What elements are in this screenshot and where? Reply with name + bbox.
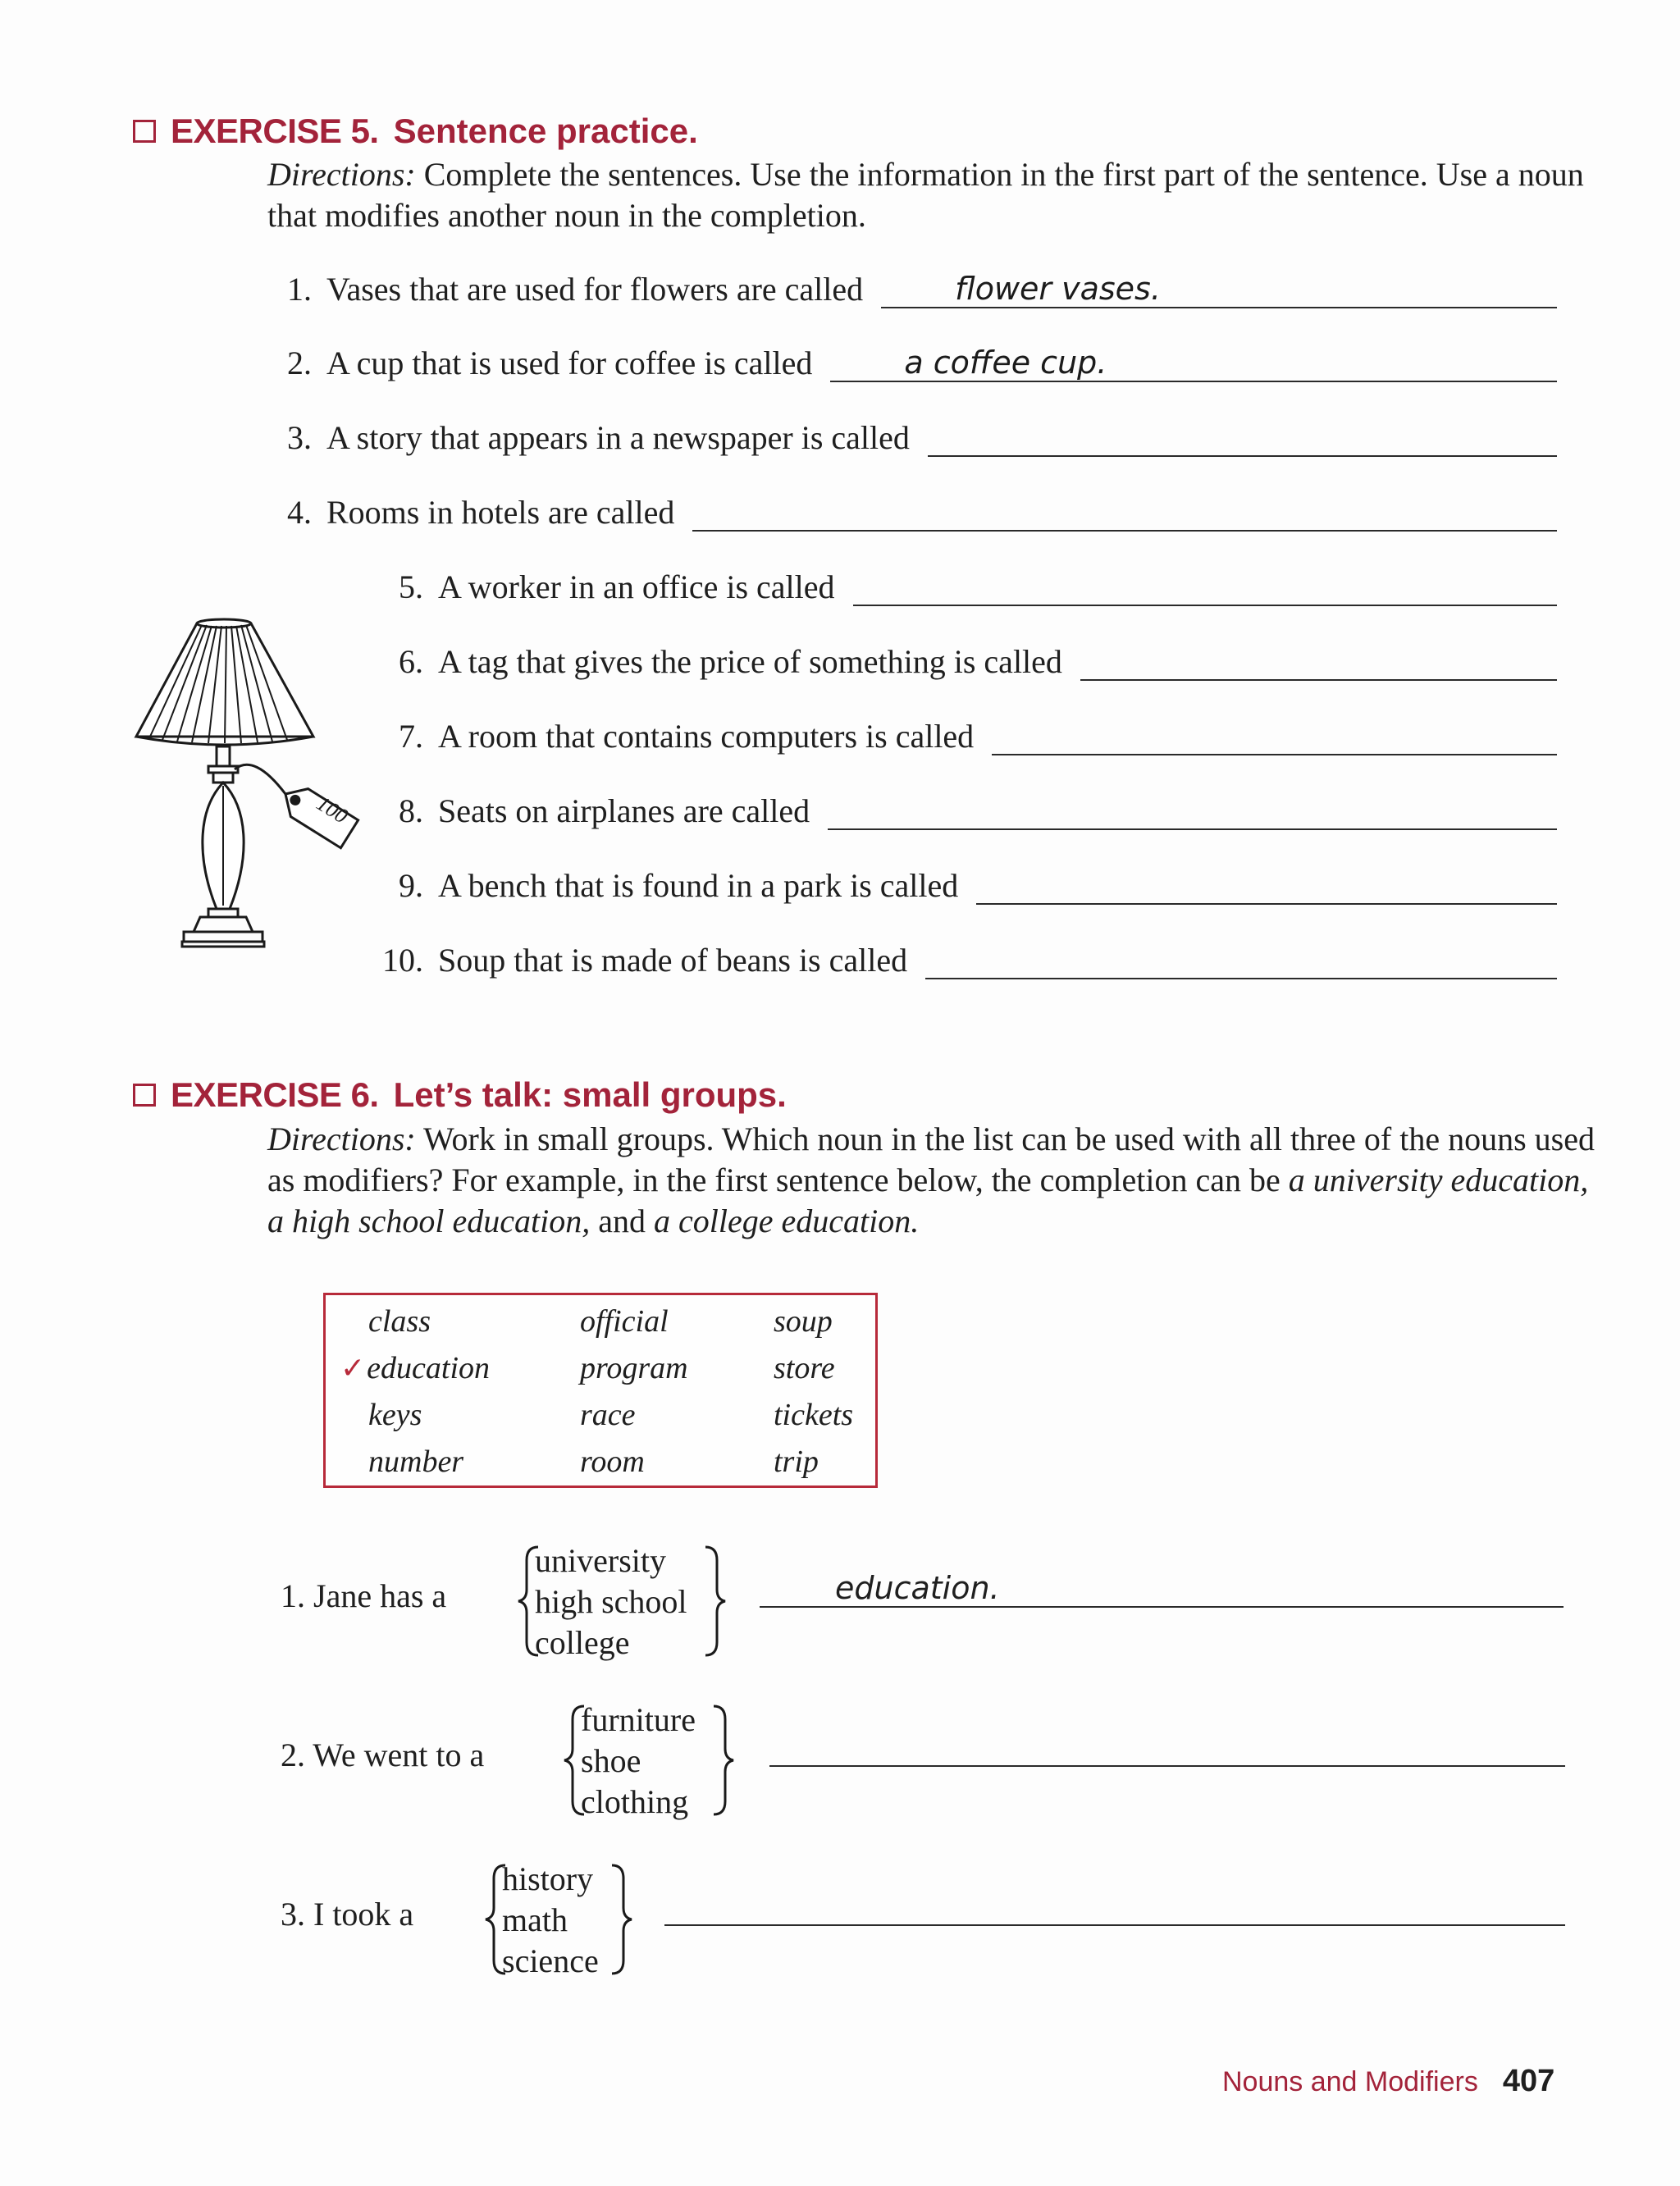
item-number: 9.	[399, 867, 423, 904]
exercise-5-item	[376, 706, 1557, 755]
modifier-option: college	[535, 1624, 630, 1661]
directions-text: Complete the sentences. Use the information in the first part of the sentence. Use a noun that modifies another noun in the completion.	[267, 156, 1584, 234]
word-list-item: program	[580, 1351, 688, 1385]
item-number: 4.	[287, 494, 312, 531]
page-footer	[1222, 2064, 1554, 2099]
exercise-5-item	[264, 482, 1557, 532]
word-list-item-checked	[340, 1350, 490, 1386]
exercise-5-label: EXERCISE 5.	[171, 112, 379, 150]
word-list-item: soup	[774, 1304, 833, 1339]
item-text: Soup that is made of beans is called	[438, 942, 908, 979]
item-number: 3.	[287, 419, 312, 456]
exercise-6-label: EXERCISE 6.	[171, 1075, 379, 1114]
item-number: 2.	[287, 345, 312, 381]
modifier-option: math	[502, 1901, 568, 1938]
exercise-6-heading	[133, 1070, 787, 1120]
footer-section-title: Nouns and Modifiers	[1222, 2066, 1478, 2097]
modifier-options	[581, 1700, 696, 1823]
example-3: a college education.	[654, 1203, 920, 1239]
item-text: Seats on airplanes are called	[438, 792, 810, 829]
word-list-item: keys	[368, 1398, 422, 1432]
answer-blank[interactable]	[760, 1568, 1564, 1608]
exercise-6-directions	[267, 1119, 1613, 1242]
example-1: a university education,	[1288, 1161, 1589, 1198]
item-text: A bench that is found in a park is called	[438, 867, 959, 904]
page-number: 407	[1502, 2064, 1555, 2098]
word-list-item: tickets	[774, 1398, 854, 1432]
exercise-5-item	[264, 259, 1557, 308]
item-number: 2.	[281, 1736, 305, 1773]
answer-text: a coffee cup.	[904, 345, 1107, 381]
right-brace	[607, 1862, 637, 1977]
directions-label: Directions:	[267, 156, 416, 193]
right-brace	[709, 1703, 738, 1818]
item-number: 10.	[382, 942, 423, 979]
item-text: A story that appears in a newspaper is called	[326, 419, 910, 456]
item-text: I took a	[313, 1896, 414, 1933]
answer-blank[interactable]	[769, 1727, 1565, 1767]
item-text: A cup that is used for coffee is called	[326, 345, 813, 381]
checkmark-icon: ✓	[340, 1352, 366, 1385]
item-number: 8.	[399, 792, 423, 829]
answer-blank[interactable]	[881, 271, 1557, 308]
answer-blank[interactable]	[853, 568, 1557, 606]
exercise-6-item-2-text	[281, 1736, 484, 1774]
item-number: 1.	[281, 1577, 305, 1614]
item-number: 7.	[399, 718, 423, 755]
answer-blank[interactable]	[830, 345, 1557, 382]
exercise-5-item	[376, 632, 1557, 681]
item-text: A tag that gives the price of something is called	[438, 643, 1062, 680]
item-text: A room that contains computers is called	[438, 718, 975, 755]
directions-label: Directions:	[267, 1120, 416, 1157]
item-text: A worker in an office is called	[438, 568, 835, 605]
item-text: Rooms in hotels are called	[326, 494, 675, 531]
price-tag-text: 100	[312, 791, 353, 828]
lamp-illustration	[131, 614, 369, 974]
exercise-5-item	[376, 781, 1557, 830]
exercise-5-item	[264, 408, 1557, 457]
exercise-5-item	[376, 557, 1557, 606]
word-list-item: class	[368, 1304, 431, 1339]
word-list-item: room	[580, 1444, 645, 1479]
modifier-option: university	[535, 1542, 666, 1579]
modifier-option: high school	[535, 1583, 687, 1620]
item-number: 3.	[281, 1896, 305, 1933]
modifier-option: science	[502, 1942, 599, 1979]
exercise-5-title: Sentence practice.	[393, 112, 698, 150]
word-list-item: official	[580, 1304, 669, 1339]
answer-blank[interactable]	[992, 718, 1557, 755]
modifier-options	[502, 1859, 599, 1982]
item-number: 6.	[399, 643, 423, 680]
and-word: and	[598, 1203, 646, 1239]
answer-blank[interactable]	[692, 494, 1557, 532]
checkbox-icon[interactable]	[133, 120, 156, 143]
exercise-5-directions	[267, 154, 1596, 236]
exercise-5-item	[376, 856, 1557, 905]
word-list-item-text: education	[367, 1351, 491, 1385]
exercise-6-item-1-text	[281, 1577, 446, 1615]
word-list-box	[323, 1293, 878, 1488]
exercise-5-heading	[133, 107, 698, 156]
item-text: Vases that are used for flowers are called	[326, 271, 864, 308]
answer-blank[interactable]	[928, 419, 1557, 457]
exercise-6-title: Let’s talk: small groups.	[393, 1075, 787, 1114]
exercise-5-item	[376, 930, 1557, 979]
answer-blank[interactable]	[1080, 643, 1557, 681]
word-list-item: trip	[774, 1444, 819, 1479]
item-number: 5.	[399, 568, 423, 605]
answer-blank[interactable]	[664, 1887, 1565, 1926]
word-list-item: race	[580, 1398, 636, 1432]
right-brace	[701, 1544, 730, 1659]
item-text: Jane has a	[313, 1577, 447, 1614]
modifier-options	[535, 1540, 687, 1663]
word-list-item: number	[368, 1444, 464, 1479]
checkbox-icon[interactable]	[133, 1084, 156, 1107]
answer-text: flower vases.	[955, 271, 1161, 307]
answer-text: education.	[835, 1570, 1000, 1606]
word-list-item: store	[774, 1351, 835, 1385]
exercise-6-item-3-text	[281, 1895, 413, 1933]
answer-blank[interactable]	[828, 792, 1557, 830]
item-number: 1.	[287, 271, 312, 308]
answer-blank[interactable]	[976, 867, 1557, 905]
modifier-option: history	[502, 1860, 594, 1897]
modifier-option: furniture	[581, 1701, 696, 1738]
exercise-5-item	[264, 333, 1557, 382]
answer-blank[interactable]	[925, 942, 1557, 979]
example-2: a high school education,	[267, 1203, 591, 1239]
directions-text: Work in small groups. Which noun in the list can be used with all three of the nouns used as modifiers? For example, in the first sentence below, the completion can be	[267, 1120, 1595, 1198]
modifier-option: clothing	[581, 1783, 689, 1820]
modifier-option: shoe	[581, 1742, 641, 1779]
item-text: We went to a	[313, 1736, 485, 1773]
